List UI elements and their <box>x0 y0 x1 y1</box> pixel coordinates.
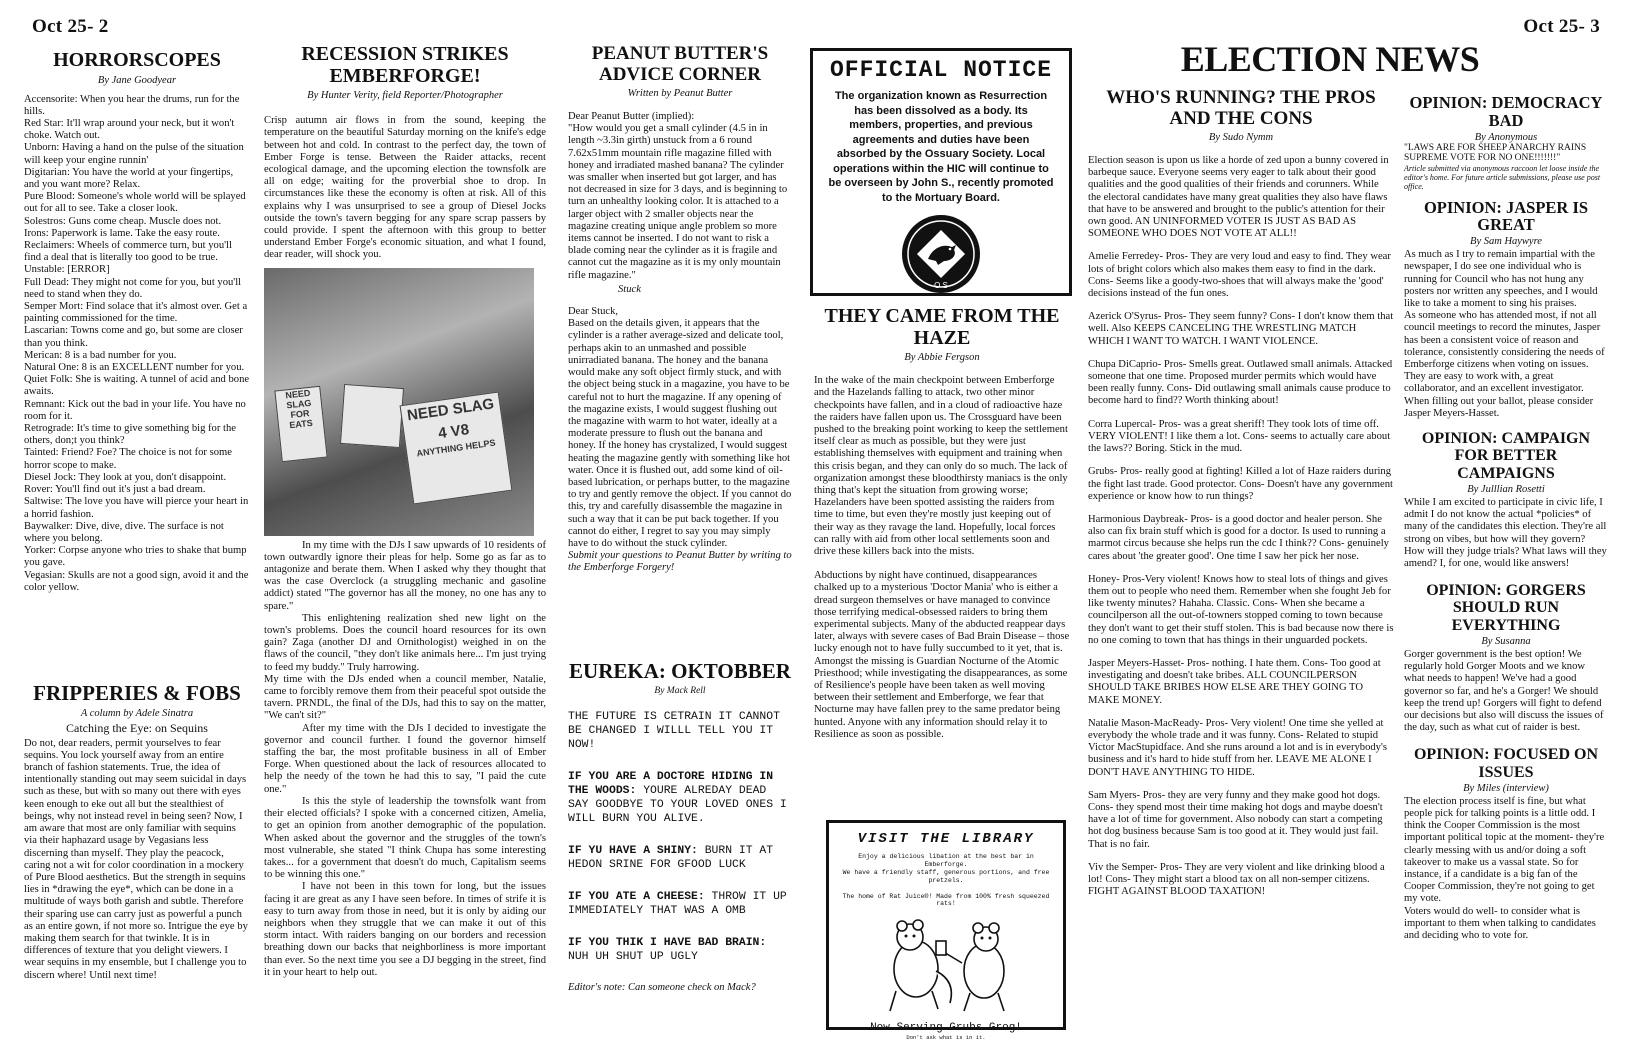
horrorscope-entry: Quiet Folk: She is waiting. A tunnel of acid and bone awaits. <box>24 374 250 398</box>
gorgers-byline: By Susanna <box>1481 635 1531 647</box>
sign-anything-helps-text: ANYTHING HELPS <box>415 437 497 459</box>
gorgers-body: Gorger government is the best option! We regularly hold Gorger Moots and we know what needs to happen! We've had a good governor so far, and he's a Gorger! We should keep the trend up! Gorgers will fight to defend our decisions but also will discuss the issues of the day, such as what cut of raider is best. <box>1404 648 1604 734</box>
campaign-body: While I am excited to participate in civic life, I admit I do not know the actual *policies* of many of the candidates this election. They're all strong on vibes, but how will they govern? How will they judge trials? What laws will they amend? I, for one, would like answers! <box>1404 496 1607 569</box>
horrorscopes-title: HORRORSCOPES <box>53 49 221 71</box>
sign-small <box>340 384 404 448</box>
recession-p6: Is this the style of leadership the townsfolk want from their elected officials? I spoke with a concerned citizen, Amelia, to get an opinion from another demographic of the population. When asked about the governor and the struggles of the town's most vulnerable, she stated "I think Chupa has some interesting takes... for a government that doesn't do much, Capitalism seems to be winning this one." <box>264 795 546 881</box>
candidate-entry: Viv the Semper- Pros- They are very violent and like drinking blood a lot! Cons- They might start a blood tax on all non-semper citizens. FIGHT AGAINST BLOOD TAXATION! <box>1088 861 1385 898</box>
haze-p2: Abductions by night have continued, disappearances chalked up to a mysterious 'Doctor Mania' who is either a dread surgeon themselves or have managed to convince those terrifying medical-obsessed raiders to bring them experimental subjects. Many of the abducted reappear days later, always with severe cases of Bad Brain Disease – those lucky enough not to have fully succumbed to it yet, that is. Amongst the missing is Guardian Nocturne of the Atomic Priesthood; while investigating the disappearances, as some of Resilience's people have been taken as well moving between their settlement and Emberforge, we fear that Nocturne may have fallen prey to the same predator being hunted. Anyone with any information should relay it to Resilience as soon as possible. <box>814 570 1070 740</box>
horrorscopes-list <box>24 94 250 594</box>
eureka-prophecy-lead: IF YU HAVE A SHINY: <box>568 844 698 857</box>
horrorscope-entry: Baywalker: Dive, dive, dive. The surface is not where you belong. <box>24 520 224 544</box>
fripperies-body: Do not, dear readers, permit yourselves to fear sequins. You lock yourself away from an entire branch of fashion statements. True, the idea of intentionally standing out may seem suicidal in days such as these, but with so many out there with eyes keen enough to eke out all but the stealthiest of beings, why not instead revel in being seen? Now, I am aware that most are only familiar with sequins via their haphazard usage by Vegasians less discerning than myself. They play the peacock, caring not a wit for color coordination in a mockery of Pure Blood aesthetics. But the strength in sequins lies in *drawing the eye*, which can be done in a multitude of ways both garish and subtle. Therefore their sparing use can carry just as powerful a punch as an entire gown, if not more so. Intrigue the eye by making them search for that twinkle. It is in differences of texture that you delight viewers. I wear sequins in my ensemble, but I challenge you to discern where! Until next time! <box>24 737 248 981</box>
library-advertisement <box>826 820 1066 1041</box>
eureka-intro: THE FUTURE IS CETRAIN IT CANNOT BE CHANGED I WILLL TELL YOU IT NOW! <box>568 710 780 751</box>
eureka-prophecy <box>568 890 792 918</box>
recession-p2: In my time with the DJs I saw upwards of 10 residents of town outwardly ignore their pleas for help. Some go as far as to antagonize and berate them. When I asked why they thought that was the case Overclock (a struggling mechanic and gasoline addict) stated "The governor has all the money, no one has any to spare." <box>264 539 546 612</box>
democracy-byline: By Anonymous <box>1474 131 1538 143</box>
whos-running-intro: Election season is upon us like a horde of zed upon a bunny covered in barbeque sauce. Everyone seems very eager to talk about their good qualities and the good qualities of their friends and corunners. While the electoral candidates have many great qualities they also have flaws that have to be answered and brought to the public's attention for their own good. AN UNINFORMED VOTER IS JUST AS BAD AS SOMEONE WHO DOES NOT VOTE AT ALL!! <box>1088 155 1389 240</box>
recession-article <box>264 44 546 1034</box>
focused-p1: The election process itself is fine, but what people pick for talking points is a little odd. I think the Cooper Commission is the most important political topic at the moment- they're clearly messing with us and/or doing a soft takeover to make us a vassal state. So for instance, if a candidate is a big fan of the Cooper Commission, they're not going to get my vote. <box>1404 795 1605 905</box>
horrorscope-entry: Solestros: Guns come cheap. Muscle does not. <box>24 215 222 227</box>
whos-running-byline: By Sudo Nymm <box>1208 132 1274 144</box>
horrorscope-entry: Diesel Jock: They look at you, don't disappoint. <box>24 471 227 483</box>
horrorscope-entry: Irons: Paperwork is lame. Take the easy route. <box>24 227 220 239</box>
eureka-prophecy-lead: IF YOU ATE A CHEESE: <box>568 890 705 903</box>
sign-need-slag-4-v8 <box>400 391 513 504</box>
library-line-3: The home of Rat Juice®! Made from 100% fresh squeezed rats! <box>842 893 1050 907</box>
haze-byline: By Abbie Fergson <box>904 352 980 364</box>
page-number-right: Oct 25- 3 <box>1523 16 1600 37</box>
advice-signoff: Stuck <box>618 283 641 295</box>
horrorscope-entry: Tainted: Friend? Foe? The choice is not for some horror scope to make. <box>24 447 232 471</box>
candidate-entry: Jasper Meyers-Hasset- Pros- nothing. I hate them. Cons- Too good at investigating and doesn't take bribes. ALL COUNCILPERSON SHOULD TAKE BRIBES HOW ELSE ARE THEY GOING TO MAKE MONEY. <box>1088 657 1381 706</box>
library-footer: Now Serving Grubs Grog! <box>870 1022 1022 1034</box>
horrorscope-entry: Natural One: 8 is an EXCELLENT number for you. <box>24 362 245 374</box>
diesel-jocks-photo <box>264 268 534 536</box>
eureka-prophecy-lead: IF YOU ARE A DOCTORE HIDING IN THE WOODS: <box>568 770 774 797</box>
horrorscope-entry: Rover: You'll find out it's just a bad dream. <box>24 484 206 496</box>
seal-letters: O S <box>934 281 948 290</box>
horrorscope-entry: Yorker: Corpse anyone who tries to shake that bump you gave. <box>24 545 247 569</box>
library-title: VISIT THE LIBRARY <box>857 831 1035 847</box>
candidate-entry: Azerick O'Syrus- Pros- They seem funny? Cons- I don't know them that well. Also KEEPS CANCELING THE WRESTLING MATCH WHICH I WANT TO WATCH. I WANT VIOLENCE. <box>1088 311 1394 347</box>
focused-title: OPINION: FOCUSED ON ISSUES <box>1413 746 1598 781</box>
horrorscope-entry: Remnant: Kick out the bad in your life. You have no room for it. <box>24 398 246 422</box>
haze-p1: In the wake of the main checkpoint between Emberforge and the Hazelands falling to attack, two other minor checkpoints have fallen, and in a cloud of radioactive haze the raiders have fallen upon us. The Crossguard have been pushed to the breaking point working to keep the settlement itself clear as much as possible, but they were just establishing themselves with equipment and training when this crisis began, and they can only do so much. The lack of organization amongst these bloodthirsty maniacs is the only thing that's kept the situation from growing worse; Hazelanders have been spotted assisting the raiders from time to time, but even they're mostly just keeping out of their way as they ravage the land. Hopefully, local forces can rally with aid from other local settlements soon and drive these killers back into the mists. <box>814 375 1068 558</box>
horrorscope-entry: Red Star: It'll wrap around your neck, but it won't choke. Watch out. <box>24 118 235 142</box>
advice-title: PEANUT BUTTER'S ADVICE CORNER <box>591 43 769 85</box>
sign-need-slag-for-eats: NEED SLAG FOR EATS <box>274 385 327 461</box>
candidate-entry: Amelie Ferredey- Pros- They are very loud and easy to find. They wear lots of bright colors which also makes them easy to find in the dark. Cons- Seems like a goody-two-shoes that will always make the 'good' decisions instead of the fun ones. <box>1088 251 1391 300</box>
horrorscope-entry: Semper Mort: Find solace that it's almost over. Get a painting commissioned for the time. <box>24 301 248 325</box>
recession-p4: My time with the DJs ended when a council member, Natalie, came to forcibly remove them from their peaceful spot outside the tavern. PRNDL, the final of the DJs, had this to say on the matter, "We can't sit?" <box>264 673 546 722</box>
candidate-entry: Natalie Mason-MacReady- Pros- Very violent! One time she yelled at everybody the whole trade and it was funny. Cons- Related to stupid Victor MacStupidface. And she runs around a lot and is in everybody's business and it's hard to hide stuff from her. LEAVE ME ALONE I DON'T HAVE ANYTHING TO HIDE. <box>1088 717 1388 778</box>
advice-byline: Written by Peanut Butter <box>627 88 733 100</box>
library-line-2: We have a friendly staff, generous portions, and free pretzels. <box>842 869 1050 884</box>
candidate-entry: Sam Myers- Pros- they are very funny and they make good hot dogs. Cons- they spend most their time making hot dogs and maybe doesn't have a lot of time for government. Also nobody can start a competing hot dog business because Sam is too good at it. They would just fail. That is no fair. <box>1088 789 1383 850</box>
eureka-title: EUREKA: OKTOBBER <box>569 659 791 683</box>
recession-p7: I have not been in this town for long, but the issues facing it are great as any I have seen before. In times of strife it is easy to turn away from those in need, but it is only by aiding our neighbors when they struggle that we can make it out of this storm intact. With raiders banging on our borders and recession breathing down our backs that neighborliness is more important than ever. So the next time you see a DJ begging in the street, find it in your heart to help out. <box>264 881 546 978</box>
recession-p3: This enlightening realization shed new light on the town's problems. Does the council hoard resources for its own gain? Zaga (another DJ and Ornithologist) weighed in on the flaws of the council, "they don't like animals here... I'm just trying to feed my buddy." Truly harrowing. <box>264 612 546 673</box>
library-line-1: Enjoy a delicious libation at the best bar in Emberforge. <box>858 853 1034 868</box>
eureka-body <box>568 710 792 964</box>
eureka-prophecy <box>568 770 792 826</box>
advice-letter: "How would you get a small cylinder (4.5 in in length ~3.3in girth) unstuck from a 6 round 7.62x51mm mountain rifle magazine filled with honey and irradiated mashed banana? The cylinder was smaller when inserted but got larger, and has not decreased in size for 3 days, and is beginning to turn an unhealthy looking color. It is attached to a larger object with 2 smaller objects near the magazine creating unique angle problem so more items cannot be inserted. I do not want to risk a blade coming near the cylinder as it is fragile and cannot cut the magazine as it is my only mountain rifle magazine." <box>568 123 788 281</box>
democracy-note: Article submitted via anonymous raccoon let loose inside the editor's home. For future article submissions, please use post office. <box>1404 163 1601 191</box>
focused-p2: Voters would do well- to consider what is important to them when talking to candidates and deciding who to vote for. <box>1404 905 1596 942</box>
candidate-entry: Chupa DiCaprio- Pros- Smells great. Outlawed small animals. Attacked someone that one time. Proposed murder permits which would have been really funny. Cons- Did outlawing small animals cause produce to become hard to find?? Worth thinking about! <box>1088 358 1393 407</box>
horrorscope-entry: Reclaimers: Wheels of commerce turn, but you'll find a deal that is literally too good to be true. <box>24 240 232 264</box>
jasper-byline: By Sam Haywyre <box>1470 236 1542 248</box>
horrorscope-entry: Accensorite: When you hear the drums, run for the hills. <box>24 93 240 117</box>
eureka-prophecy <box>568 936 792 964</box>
recession-title: RECESSION STRIKES EMBERFORGE! <box>301 43 509 87</box>
eureka-prophecy <box>568 844 792 872</box>
candidate-entry: Grubs- Pros- really good at fighting! Killed a lot of Haze raiders during the fight last trade. Good protector. Cons- Doesn't have any government experience or know how to run things? <box>1088 466 1393 502</box>
haze-title: THEY CAME FROM THE HAZE <box>824 305 1060 349</box>
whos-running-title: WHO'S RUNNING? THE PROS AND THE CONS <box>1106 87 1376 129</box>
horrorscope-entry: Merican: 8 is a bad number for you. <box>24 349 177 361</box>
official-notice-title: OFFICIAL NOTICE <box>829 57 1053 83</box>
horrorscope-entry: Digitarian: You have the world at your fingertips, and you want more? Relax. <box>24 166 234 191</box>
recession-byline: By Hunter Verity, field Reporter/Photographer <box>307 90 503 102</box>
horrorscope-entry: Saltwise: The love you have will pierce your heart in a horrid fashion. <box>24 496 249 520</box>
horrorscope-entry: Full Dead: They might not come for you, but you'll need to stand when they do. <box>24 276 242 300</box>
jasper-title: OPINION: JASPER IS GREAT <box>1423 197 1589 235</box>
eureka-article <box>568 660 792 1030</box>
horrorscopes-byline: By Jane Goodyear <box>97 74 177 86</box>
library-footer-small: Don't ask what is in it. <box>906 1034 986 1041</box>
eureka-prophecy-text: YOURE ALREDAY DEAD SAY GOODBYE TO YOUR LOVED ONES I WILL BURN YOU ALIVE. <box>568 784 787 825</box>
dancing-rats-illustration <box>846 911 1046 1017</box>
opinion-column <box>1404 94 1608 1034</box>
horrorscope-entry: Unborn: Having a hand on the pulse of the situation will keep your engine runnin' <box>24 142 244 166</box>
recession-intro: Crisp autumn air flows in from the sound, keeping the temperature on the beautiful Saturday morning on the knife's edge between hot and cold. In contrast to the perfect day, the town of Ember Forge is tense. Between the Raider attacks, recent ecological damage, and the upcoming election the townsfolk are all on edge; waiting for the proverbial shoe to drop. In circumstances like these the economy is often at risk. All of this explains why I was unsurprised to see a group of Diesel Jocks outside the town's tavern begging for any spare scrap passers by could provide. I spent the afternoon with this group to better understand Ember Forge's economic situation, and what I found, dear reader, will shock you. <box>264 115 546 261</box>
candidate-list <box>1088 155 1394 898</box>
gorgers-title: OPINION: GORGERS SHOULD RUN EVERYTHING <box>1426 582 1586 634</box>
horrorscope-entry: Retrograde: It's time to give something big for the others, don;t you think? <box>24 423 236 447</box>
advice-column <box>568 44 792 654</box>
advice-reply-salutation: Dear Stuck, <box>568 306 619 318</box>
ossuary-seal-icon <box>902 215 980 293</box>
horrorscopes-article <box>24 50 250 670</box>
candidate-entry: Corra Lupercal- Pros- was a great sheriff! They took lots of time off. VERY VIOLENT! I like them a lot. Cons- seems to actually care about the laws?? Boring. Stick in the mud. <box>1088 418 1391 455</box>
official-notice-body: The organization known as Resurrection has been dissolved as a body. Its members, properties, and previous agreements and duties have been absorbed by the Ossuary Society. Local operations within the HIC will continue to be overseen by John S., recently promoted to the Mortuary Board. <box>828 90 1054 204</box>
advice-salutation: Dear Peanut Butter (implied): <box>568 111 695 123</box>
fripperies-subtitle: Catching the Eye: on Sequins <box>66 720 208 735</box>
eureka-prophecy-text: BURN IT AT HEDON SRINE FOR GFOOD LUCK <box>568 844 774 871</box>
jasper-p1: As much as I try to remain impartial with the newspaper, I do see one individual who is running for Council who has not hung any posters nor written any speeches, and I would like to take a moment to sing his praises. <box>1404 249 1598 310</box>
election-news-title: ELECTION NEWS <box>1180 39 1480 79</box>
eureka-editor-note: Editor's note: Can someone check on Mack? <box>568 981 756 993</box>
campaign-title: OPINION: CAMPAIGN FOR BETTER CAMPAIGNS <box>1421 430 1591 482</box>
horrorscope-entry: Pure Blood: Someone's whole world will be splayed out for all to see. Take a closer look. <box>24 191 246 215</box>
fripperies-byline: A column by Adele Sinatra <box>80 707 194 719</box>
horrorscope-entry: Vegasian: Skulls are not a good sign, avoid it and the color yellow. <box>24 569 249 593</box>
horrorscope-entry: Lascarian: Towns come and go, but some are closer than you think. <box>24 325 243 349</box>
focused-byline: By Miles (interview) <box>1463 782 1549 794</box>
candidate-entry: Harmonious Daybreak- Pros- is a good doctor and healer person. She also can fix brain stuff which is good for a doctor. Is used to running a marmot circus because she helps run the cdc I think?? Cons- genuinely cares about 'the greater good'. One time I saw her pick her nose. <box>1088 513 1389 562</box>
democracy-title: OPINION: DEMOCRACY BAD <box>1409 93 1603 130</box>
campaign-byline: By Julllian Rosetti <box>1467 483 1545 495</box>
democracy-body: "LAWS ARE FOR SHEEP ANARCHY RAINS SUPREME VOTE FOR NO ONE!!!!!!!" <box>1404 142 1587 164</box>
eureka-prophecy-lead: IF YOU THIK I HAVE BAD BRAIN: <box>568 936 767 949</box>
horrorscope-entry: Unstable: [ERROR] <box>24 264 110 276</box>
jasper-p2: As someone who has attended most, if not all council meetings to record the minutes, Jasper has been a consistent voice of reason and tolerance, consistently considering the needs of Emberforge citizens when voting on issues. They are easy to work with, a great collaborator, and an excellent investigator. When filling out your ballot, please consider Jasper Meyers-Hasset. <box>1404 310 1605 419</box>
eureka-prophecy-text: THROW IT UP IMMEDIATELY THAT WAS A OMB <box>568 890 787 917</box>
candidate-entry: Honey- Pros-Very violent! Knows how to steal lots of things and gives them out to people who need them. Remember when she fought Jeb for like twenty minutes? Hahaha. Classic. Cons- When she became a councilperson all the out-of-towners stopped coming to town because they don't want to get their stuff stolen. This is bad because now there is no one coming to town that has things in their unguarded pockets. <box>1088 573 1394 646</box>
official-notice-box <box>810 48 1072 296</box>
advice-reply: Based on the details given, it appears that the cylinder is a rather average-sized and delicate tool, perhaps akin to an unmashed and possible unirradiated banana. The honey and the banana would make any soft object firmly stuck, and with the object being stuck in a magazine, you have to be careful not to hurt the magazine. If any opening of the magazine exists, I would suggest flushing out the magazine with warm to hot water, ideally at a moderate pressure to flush out the banana and honey. If the honey has crystalized, I would suggest heating the magazine gently with something like hot water. Once it is flushed out, add some kind of oil-based lubrication, or perhaps butter, to the magazine to try and gently remove the object. If you cannot do this, try and carefully disassemble the magazine in such a way that it can be put back together. If you cannot do either, I regret to say you may simply have to do without the stuck cylinder. <box>568 318 792 549</box>
recession-p5: After my time with the DJs I decided to investigate the governor and council further. I found the governor himself staffing the bar, the most profitable business in all of Ember Forge. When questioned about the lack of resources allocated to help the needy of the town he had this to say, "I paid the cute one." <box>264 722 546 795</box>
haze-article <box>814 306 1070 784</box>
whos-running-article <box>1088 88 1394 1038</box>
eureka-byline: By Mack Rell <box>654 685 706 696</box>
eureka-prophecy-text: NUH UH SHUT UP UGLY <box>568 950 698 963</box>
fripperies-title: FRIPPERIES & FOBS <box>33 681 241 705</box>
sign-need-slag-4-v8-text: NEED SLAG 4 V8 <box>406 394 496 442</box>
advice-submit-note: Submit your questions to Peanut Butter by writing to the Emberforge Forgery! <box>568 550 792 574</box>
fripperies-article <box>24 682 250 1022</box>
page-number-left: Oct 25- 2 <box>32 16 109 37</box>
